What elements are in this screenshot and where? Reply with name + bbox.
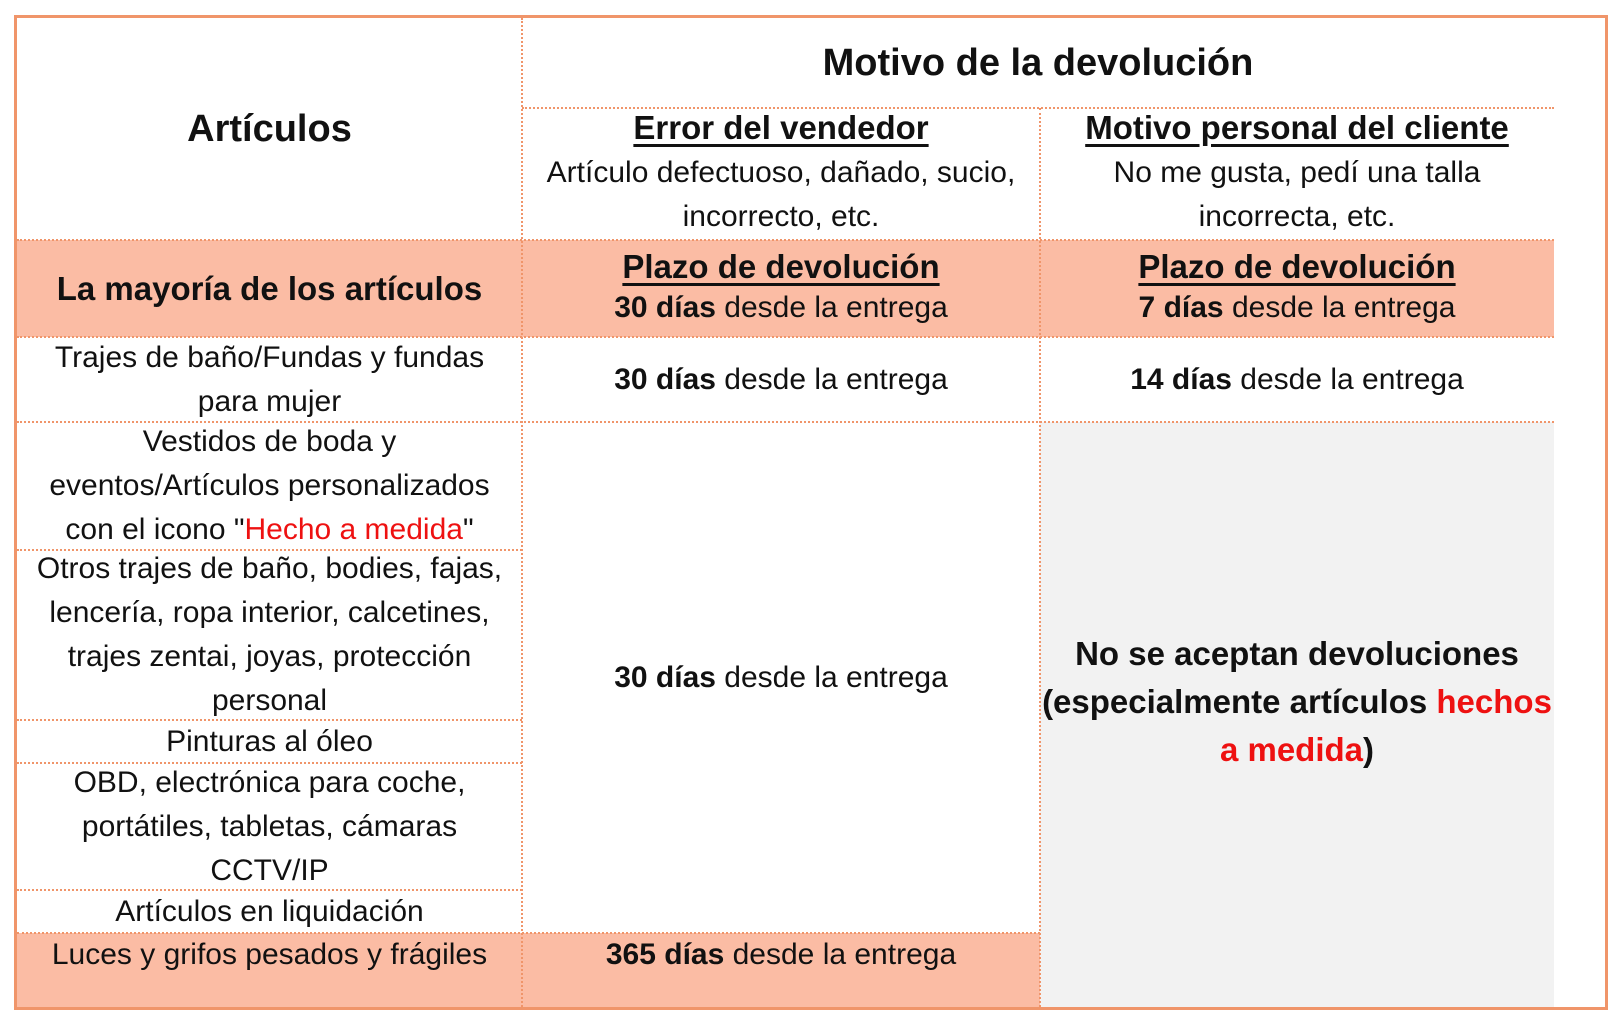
no-returns-note: No se aceptan devoluciones (especialmente artículos hechos a medida) bbox=[1042, 635, 1552, 768]
majority-seller-title: Plazo de devolución bbox=[622, 247, 940, 285]
majority-personal-cell bbox=[1040, 240, 1554, 337]
items-header bbox=[17, 18, 522, 240]
seller-error-desc: Artículo defectuoso, dañado, sucio, incorrecto, etc. bbox=[546, 156, 1016, 233]
divider bbox=[17, 932, 1040, 934]
reason-header bbox=[522, 18, 1554, 108]
divider bbox=[17, 762, 522, 764]
table-row-label: Pinturas al óleo bbox=[166, 724, 373, 758]
personal-reason-title: Motivo personal del cliente bbox=[1085, 109, 1509, 146]
majority-items-label-cell bbox=[17, 240, 522, 337]
table-row-label: Artículos en liquidación bbox=[115, 894, 424, 928]
no-returns-note-cell bbox=[1040, 422, 1554, 1007]
divider bbox=[17, 549, 522, 551]
divider bbox=[17, 239, 1554, 241]
divider bbox=[522, 107, 1554, 109]
personal-reason-desc: No me gusta, pedí una talla incorrecta, etc. bbox=[1113, 156, 1481, 233]
personal-reason-header bbox=[1040, 108, 1554, 240]
divider bbox=[521, 18, 523, 1007]
items-header-label: Artículos bbox=[187, 107, 352, 150]
table-row-label: Trajes de baño/Fundas y fundas para mujer bbox=[54, 340, 485, 418]
fragile-seller-period: 365 días desde la entrega bbox=[522, 933, 1040, 1007]
divider bbox=[17, 889, 522, 891]
table-row-label: Luces y grifos pesados y frágiles bbox=[17, 933, 522, 1007]
majority-personal-period: 7 días desde la entrega bbox=[1138, 290, 1456, 324]
seller-error-title: Error del vendedor bbox=[633, 109, 929, 146]
table-row-label: Otros trajes de baño, bodies, fajas, lencería, ropa interior, calcetines, trajes zentai, joyas, protección personal bbox=[36, 552, 503, 717]
return-policy-table bbox=[14, 15, 1608, 1010]
majority-seller-cell bbox=[522, 240, 1040, 337]
divider bbox=[17, 421, 1554, 423]
majority-seller-period: 30 días desde la entrega bbox=[614, 290, 948, 324]
swimwear-seller-period: 30 días desde la entrega bbox=[614, 362, 948, 396]
divider bbox=[17, 719, 522, 721]
table-row-label: OBD, electrónica para coche, portátiles, tabletas, cámaras CCTV/IP bbox=[73, 765, 466, 887]
majority-personal-title: Plazo de devolución bbox=[1138, 247, 1456, 285]
seller-error-header bbox=[522, 108, 1040, 240]
divider bbox=[1039, 108, 1041, 1007]
merged-seller-period: 30 días desde la entrega bbox=[614, 660, 948, 694]
table-row-label: Vestidos de boda y eventos/Artículos personalizados con el icono "Hecho a medida" bbox=[49, 425, 490, 546]
reason-header-label: Motivo de la devolución bbox=[822, 41, 1254, 84]
divider bbox=[17, 336, 1554, 338]
swimwear-personal-period: 14 días desde la entrega bbox=[1130, 362, 1464, 396]
majority-items-label: La mayoría de los artículos bbox=[56, 269, 483, 307]
